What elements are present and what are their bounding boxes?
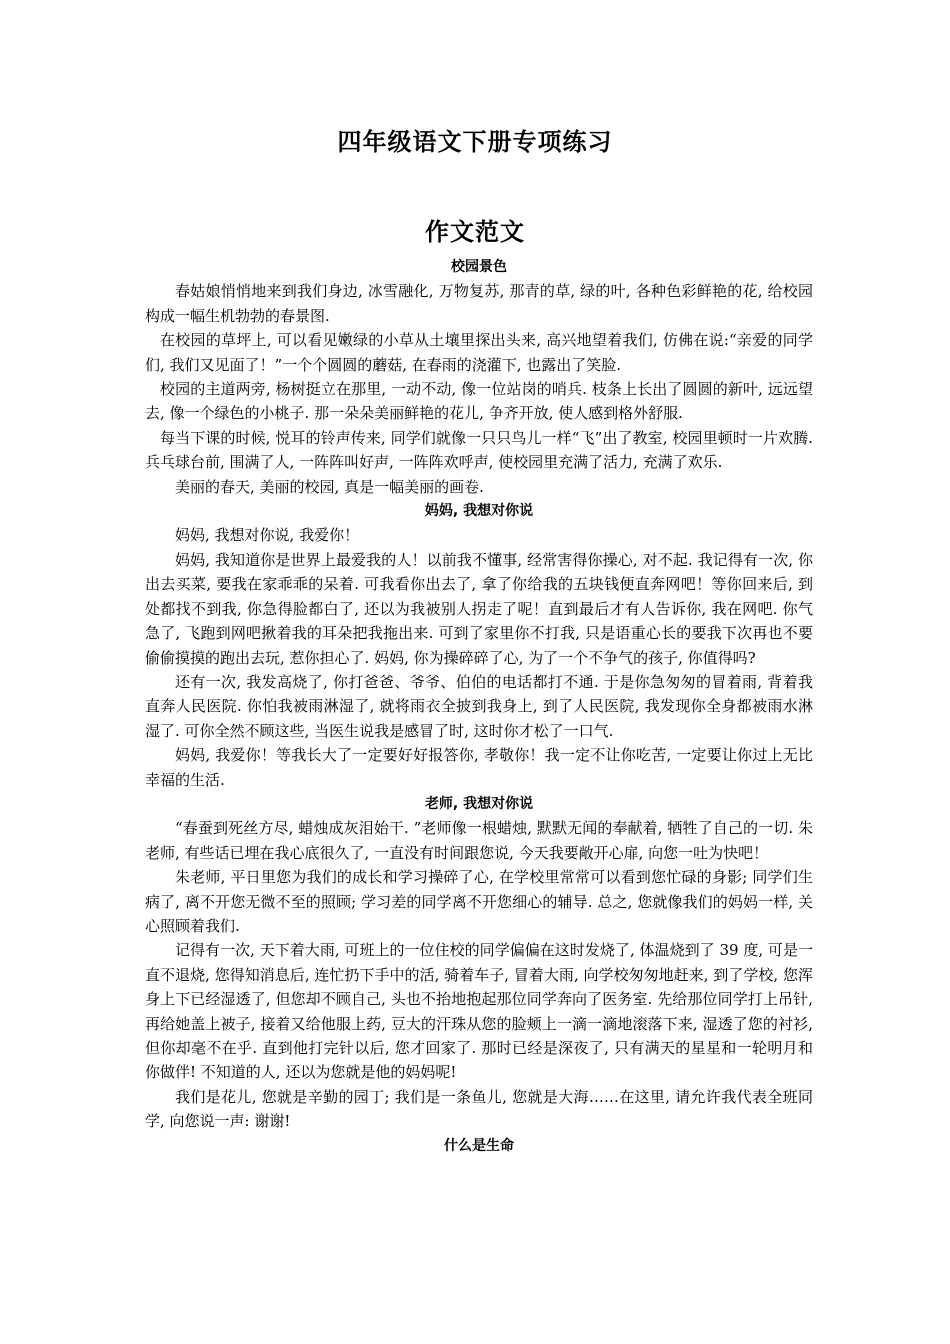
paragraph: 在校园的草坪上, 可以看见嫩绿的小草从土壤里探出头来, 高兴地望着我们, 仿佛在说:“亲爱的同学们, 我们又见面了！”一个个圆圆的蘑菇, 在春雨的浇灌下, 也露出了笑脸.	[145, 331, 813, 374]
paragraph: 记得有一次, 天下着大雨, 可班上的一位住校的同学偏偏在这时发烧了, 体温烧到了 39 度, 可是一直不退烧, 您得知消息后, 连忙扔下手中的活, 骑着车子, 冒着大雨, 向学校匆匆地赶来, 到了学校, 您浑身上下已经湿透了, 但您却不顾自己, 头也不抬地抱起那位同学奔向了医务室. 先给那位同学打上吊针, 再给她盖上被子, 接着又给他服上药, 豆大的汗珠从您的脸颊上一滴一滴地滚落下来, 湿透了您的衬衫, 但你却毫不在乎. 直到他打完针以后, 您才回家了. 那时已经是深夜了, 只有满天的星星和一轮明月和你做伴! 不知道的人, 还以为您就是他的妈妈呢!	[145, 941, 813, 1082]
essay-title: 什么是生命	[444, 1137, 514, 1154]
paragraph: 春姑娘悄悄地来到我们身边, 冰雪融化, 万物复苏, 那青的草, 绿的叶, 各种色彩鲜艳的花, 给校园构成一幅生机勃勃的春景图.	[145, 282, 813, 325]
essay-title: 校园景色	[451, 259, 507, 275]
paragraph: 每当下课的时候, 悦耳的铃声传来, 同学们就像一只只鸟儿一样“飞”出了教室, 校园里顿时一片欢腾. 兵乓球台前, 围满了人, 一阵阵叫好声, 一阵阵欢呼声, 使校园里充满了活力, 充满了欢乐.	[145, 428, 813, 472]
paragraph: 美丽的春天, 美丽的校园, 真是一幅美丽的画卷.	[175, 477, 484, 496]
paragraph: 妈妈, 我知道你是世界上最爱我的人！以前我不懂事, 经常害得你操心, 对不起. 我记得有一次, 你出去买菜, 要我在家乖乖的呆着. 可我看你出去了, 拿了你给我的五块钱便直奔网吧！等你回来后, 到处都找不到我, 你急得脸都白了, 还以为我被别人拐走了呢！直到最后才有人告诉你, 我在网吧. 你气急了, 飞跑到网吧揪着我的耳朵把我拖出来. 可到了家里你不打我, 只是语重心长的要我下次再也不要偷偷摸摸的跑出去玩, 惹你担心了. 妈妈, 你为操碎碎了心, 为了一个不争气的孩子, 你值得吗?	[145, 550, 813, 667]
document-title: 四年级语文下册专项练习	[337, 128, 613, 156]
section-title: 作文范文	[425, 218, 525, 246]
essay-title: 妈妈, 我想对你说	[424, 503, 534, 520]
essay-title: 老师, 我想对你说	[424, 795, 534, 812]
paragraph: “春蚕到死丝方尽, 蜡烛成灰泪始干. ”老师像一根蜡烛, 默默无闻的奉献着, 牺牲了自己的一切. 朱老师, 有些话已埋在我心底很久了, 一直没有时间跟您说, 今天我要敞开心扉, 向您一吐为快吧！	[145, 819, 813, 862]
paragraph: 校园的主道两旁, 杨树挺立在那里, 一动不动, 像一位站岗的哨兵. 枝条上长出了圆圆的新叶, 远远望去, 像一个绿色的小桃子. 那一朵朵美丽鲜艳的花儿, 争齐开放, 使人感到格外舒服.	[145, 380, 813, 423]
essay-content	[145, 255, 813, 1158]
paragraph: 还有一次, 我发高烧了, 你打爸爸、爷爷、伯伯的电话都打不通. 于是你急匆匆的冒着雨, 背着我直奔人民医院. 你怕我被雨淋湿了, 就将雨衣全披到我身上, 到了人民医院, 我发现你全身都被雨水淋湿了. 可你全然不顾这些, 当医生说我是感冒了时, 这时你才松了一口气.	[145, 672, 813, 740]
paragraph: 妈妈, 我想对你说, 我爱你！	[175, 526, 360, 545]
paragraph: 我们是花儿, 您就是辛勤的园丁; 我们是一条鱼儿, 您就是大海……在这里, 请允许我代表全班同学, 向您说一声: 谢谢!	[145, 1087, 813, 1131]
paragraph: 妈妈, 我爱你！等我长大了一定要好好报答你, 孝敬你！我一定不让你吃苦, 一定要让你过上无比幸福的生活.	[145, 746, 813, 789]
paragraph: 朱老师, 平日里您为我们的成长和学习操碎了心, 在学校里常常可以看到您忙碌的身影; 同学们生病了, 离不开您无微不至的照顾; 学习差的同学离不开您细心的辅导. 总之, 您就像我们的妈妈一样, 关心照顾着我们.	[145, 868, 813, 935]
